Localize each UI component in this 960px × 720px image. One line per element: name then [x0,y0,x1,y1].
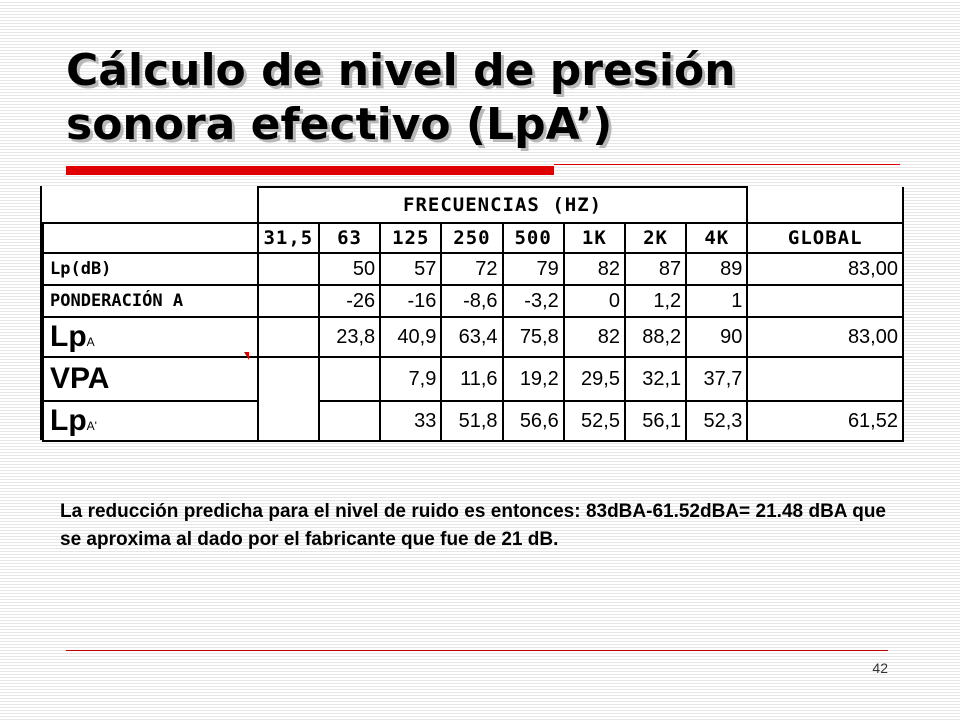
global-cell [747,357,903,401]
conclusion-text: La reducción predicha para el nivel de ruido es entonces: 83dBA-61.52dBA= 21.48 dBA que se aproxima al dado por el fabricante que fue de 21 dB. [60,501,886,550]
table-cell [258,285,319,317]
row-label-vpa-main: VPA [50,362,110,395]
table-row [43,285,903,317]
table-cell [258,253,319,285]
table-cell: 90 [686,317,747,357]
title-underline-bar [66,166,554,175]
table-row [43,317,903,357]
table-cell: 19,2 [503,357,564,401]
slide-title [66,44,886,152]
frequency-labels-row [43,223,903,253]
frequency-header-cell: 2K [625,223,686,253]
table-row [43,253,903,285]
slide-title-line-1: Cálculo de nivel de presión [66,45,736,96]
table-cell: 40,9 [380,317,441,357]
table-cell: 1,2 [625,285,686,317]
table-cell: 88,2 [625,317,686,357]
table-cell: -26 [319,285,380,317]
table-cell: 75,8 [503,317,564,357]
table-header-row [43,187,903,223]
row-label-lpa-sub: A [86,335,95,349]
red-mark [244,352,249,360]
frequency-header-cell: 500 [503,223,564,253]
table-cell: 82 [564,317,625,357]
page-number: 42 [872,660,888,676]
slide-title-line-2: sonora efectivo (LpA’) [66,99,613,150]
row-label-lpa-prime-sub: A' [86,419,97,433]
frequency-header-cell: 4K [686,223,747,253]
row-label-vpa [43,357,258,401]
footer-divider [66,650,888,651]
frequency-header-cell: 1K [564,223,625,253]
table-cell: 52,3 [686,401,747,441]
table-cell: 7,9 [380,357,441,401]
row-label-lpa-prime-main: Lp [50,404,87,437]
table-cell: 82 [564,253,625,285]
row-label-ponderacion-a: PONDERACIÓN A [43,285,258,317]
frequency-table-container [40,186,904,440]
frequencies-header: FRECUENCIAS (HZ) [258,187,748,223]
table-cell: 33 [380,401,441,441]
global-cell: 83,00 [747,317,903,357]
table-cell: 37,7 [686,357,747,401]
row-label-lpa [43,317,258,357]
frequency-labels-blank [43,223,258,253]
title-underline-thin [554,164,900,165]
global-cell: 61,52 [747,401,903,441]
table-cell: 32,1 [625,357,686,401]
row-label-lpa-main: Lp [50,320,87,353]
table-corner-cell [43,187,258,223]
table-cell: 56,6 [503,401,564,441]
table-row [43,357,903,401]
table-cell: 79 [503,253,564,285]
global-cell [747,285,903,317]
table-cell [319,357,380,401]
table-corner-right-cell [747,187,903,223]
table-cell: 29,5 [564,357,625,401]
table-cell: 1 [686,285,747,317]
table-cell [319,401,380,441]
frequency-header-cell: 250 [441,223,502,253]
table-cell: 56,1 [625,401,686,441]
table-cell: 51,8 [441,401,502,441]
table-row [43,401,903,441]
global-header-cell: GLOBAL [747,223,903,253]
table-cell: 11,6 [441,357,502,401]
table-cell: 50 [319,253,380,285]
table-cell: 63,4 [441,317,502,357]
table-cell: 72 [441,253,502,285]
table-cell: 23,8 [319,317,380,357]
frequency-table [42,186,904,442]
table-cell: 0 [564,285,625,317]
row-label-lpa-prime [43,401,258,441]
table-cell: -8,6 [441,285,502,317]
frequency-header-cell: 125 [380,223,441,253]
table-cell [258,357,319,401]
table-cell: -16 [380,285,441,317]
table-cell: 89 [686,253,747,285]
global-cell: 83,00 [747,253,903,285]
row-label-lp-db: Lp(dB) [43,253,258,285]
table-cell: 87 [625,253,686,285]
table-cell [258,317,319,357]
frequency-header-cell: 31,5 [258,223,319,253]
table-cell: 52,5 [564,401,625,441]
frequency-header-cell: 63 [319,223,380,253]
table-cell [258,401,319,441]
table-cell: 57 [380,253,441,285]
table-cell: -3,2 [503,285,564,317]
